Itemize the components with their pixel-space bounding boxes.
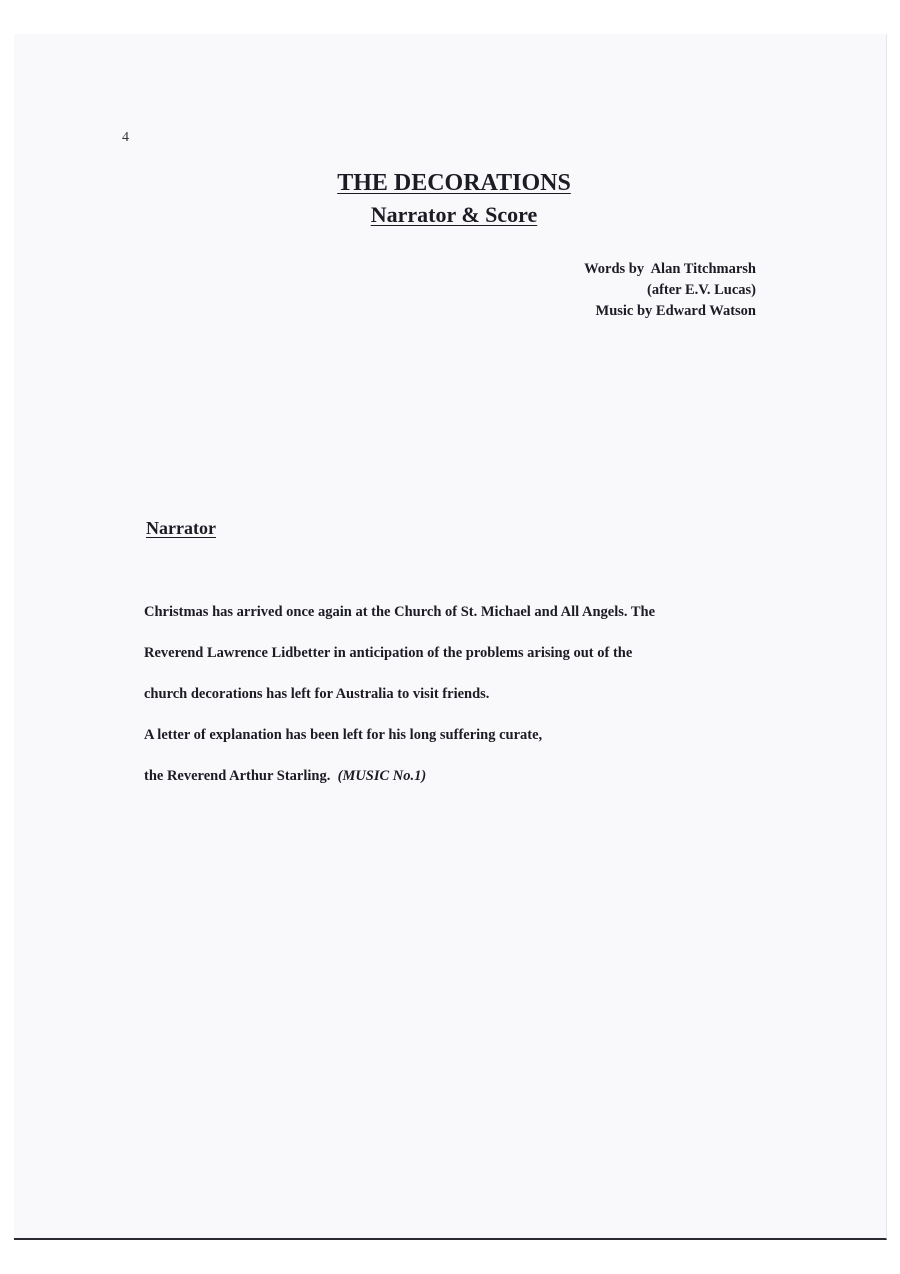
music-cue: (MUSIC No.1) xyxy=(337,768,427,784)
document-page xyxy=(14,34,887,1240)
document-subtitle: Narrator & Score xyxy=(370,202,538,227)
document-title: THE DECORATIONS xyxy=(337,170,571,196)
narration-line: A letter of explanation has been left for his long suffering curate, xyxy=(144,727,543,743)
narration-line-last xyxy=(144,756,655,797)
narration-line-text: the Reverend Arthur Starling. xyxy=(144,768,331,784)
narration-text xyxy=(144,592,655,797)
narration-line: church decorations has left for Australia to visit friends. xyxy=(144,686,490,702)
narration-line: Reverend Lawrence Lidbetter in anticipation of the problems arising out of the xyxy=(144,645,633,661)
page-number: 4 xyxy=(122,130,129,145)
credit-after: (after E.V. Lucas) xyxy=(646,282,756,298)
narration-line: Christmas has arrived once again at the Church of St. Michael and All Angels. The xyxy=(144,604,656,620)
credit-words: Words by Alan Titchmarsh xyxy=(584,261,756,277)
section-heading-narrator: Narrator xyxy=(146,518,216,538)
credit-music: Music by Edward Watson xyxy=(595,303,756,319)
credits-block xyxy=(584,259,756,322)
